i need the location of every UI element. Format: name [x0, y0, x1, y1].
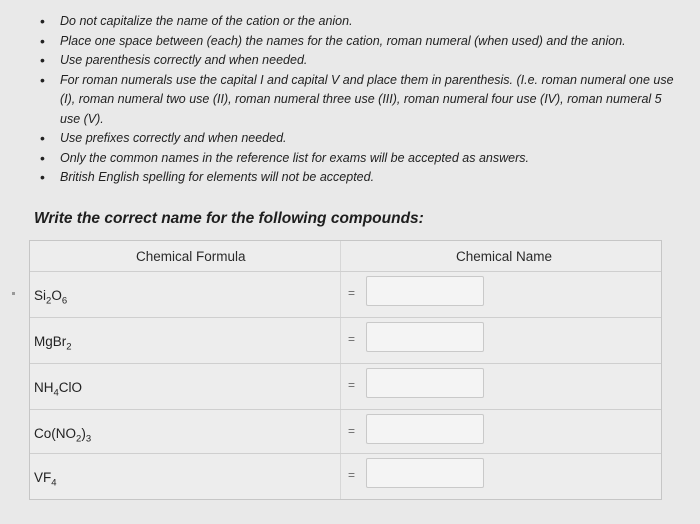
header-chemical-name: Chemical Name [456, 249, 553, 264]
instruction-item: • Use parenthesis correctly and when needed. [40, 51, 680, 71]
compounds-table [29, 240, 662, 500]
instruction-item: • Place one space between (each) the names for the cation, roman numeral (when used) and the anion. [40, 32, 680, 52]
instruction-item: • Do not capitalize the name of the cation or the anion. [40, 12, 680, 32]
instruction-item: • Only the common names in the reference list for exams will be accepted as answers. [40, 149, 680, 169]
chemical-name-input[interactable] [366, 276, 484, 306]
equals-sign: = [348, 424, 356, 438]
instruction-item: • British English spelling for elements will not be accepted. [40, 168, 680, 188]
chemical-formula: MgBr$_2$ [34, 334, 72, 353]
chemical-formula: $NH_4ClO$ [34, 380, 83, 399]
table-row [30, 363, 661, 409]
chemical-name-input[interactable] [366, 368, 484, 398]
table-row [30, 453, 661, 499]
chemical-name-input[interactable] [366, 458, 484, 488]
bullet-icon: • [40, 13, 45, 29]
equals-sign: = [348, 468, 356, 482]
bullet-icon: • [40, 52, 45, 68]
chemical-formula: $Co(NO_2)_3$ [34, 426, 92, 445]
bullet-icon: • [40, 169, 45, 185]
chemical-formula: $VF_4$ [34, 470, 57, 489]
header-chemical-formula: Chemical Formula [136, 249, 246, 264]
chemical-formula: $Si_2O_6$ [34, 288, 68, 307]
bullet-icon: • [40, 32, 45, 49]
instructions-list [40, 12, 680, 188]
section-heading: Write the correct name for the following compounds: [34, 210, 424, 227]
table-row [30, 409, 661, 455]
equals-sign: = [348, 286, 356, 300]
equals-sign: = [348, 378, 356, 392]
chemical-name-input[interactable] [366, 322, 484, 352]
instruction-item: • For roman numerals use the capital I and capital V and place them in parenthesis. (I.e. roman numeral one use (I), roman numeral two use (II), roman numeral three use (III), roman numeral four use (IV), roman numeral 5 use (V). [40, 71, 674, 126]
chemical-name-input[interactable] [366, 414, 484, 444]
margin-mark [12, 292, 15, 295]
equals-sign: = [348, 332, 356, 346]
bullet-icon: • [40, 71, 45, 88]
bullet-icon: • [40, 149, 45, 166]
bullet-icon: • [40, 130, 45, 146]
table-row [30, 317, 661, 363]
instruction-item: • Use prefixes correctly and when needed. [40, 129, 680, 149]
table-row [30, 271, 661, 317]
